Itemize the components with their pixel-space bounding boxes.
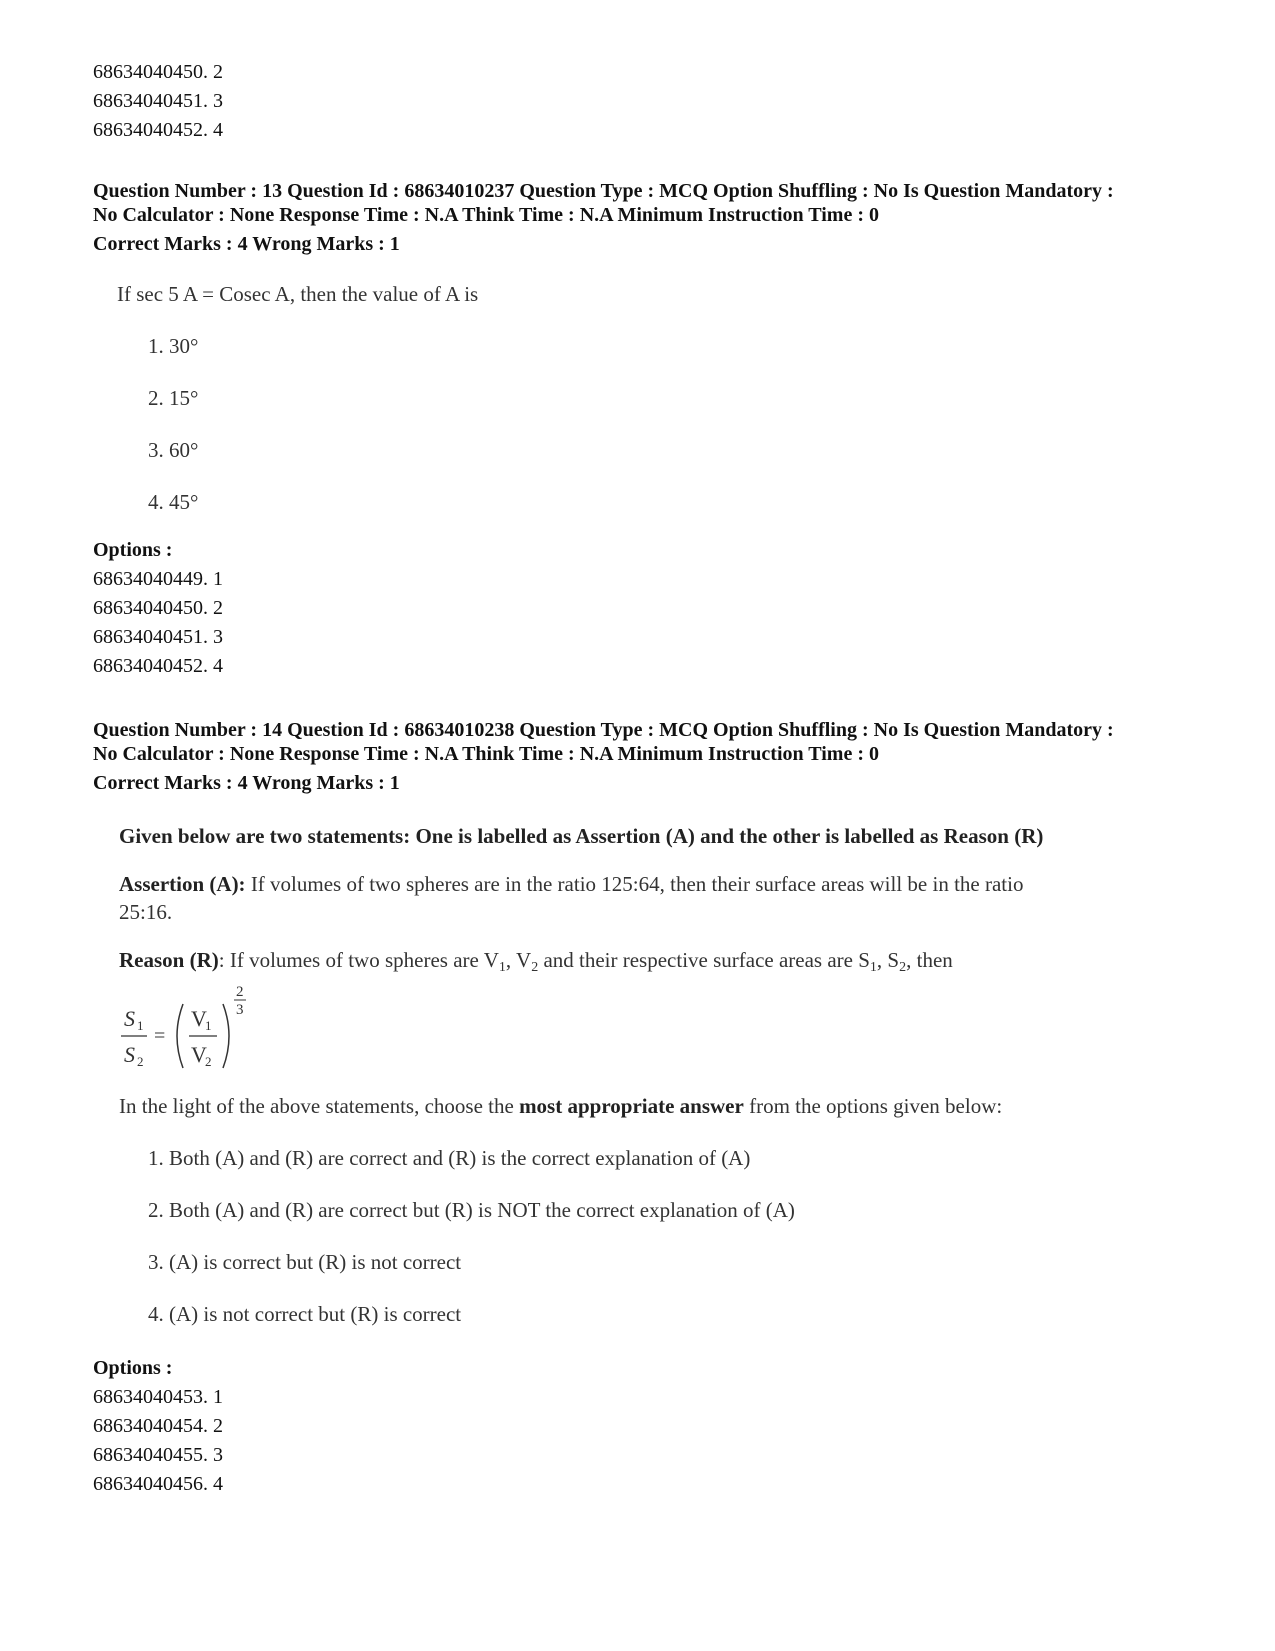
answer-choice: 3. 60°	[148, 438, 199, 462]
option-id-line: 68634040454. 2	[93, 1415, 223, 1437]
instruction-part: In the light of the above statements, choose the	[119, 1094, 520, 1118]
question-text: If sec 5 A = Cosec A, then the value of A is	[117, 282, 479, 306]
reason-text: and their respective surface areas are S	[538, 948, 870, 972]
right-paren	[223, 1004, 229, 1068]
answer-choice: 4. 45°	[148, 490, 199, 514]
reason-text: , V	[505, 948, 532, 972]
reason-text: , then	[906, 948, 953, 972]
question-14	[93, 718, 1203, 1499]
formula-graphic	[119, 982, 279, 1078]
question-13	[93, 179, 1203, 681]
formula-numerator-left: S	[124, 1006, 135, 1031]
option-id-line: 68634040450. 2	[93, 597, 223, 619]
instruction-part: from the options given below:	[743, 1094, 1003, 1118]
options-label: Options :	[93, 539, 173, 561]
assertion-label: Assertion (A):	[119, 872, 246, 896]
previous-options-list	[93, 58, 1203, 145]
question-intro: Given below are two statements: One is labelled as Assertion (A) and the other is labelled as Reason (R)	[119, 824, 1044, 848]
option-id-line: 68634040450. 2	[93, 61, 223, 83]
subscript: 1	[498, 960, 506, 975]
answer-choice: 2. Both (A) and (R) are correct but (R) is NOT the correct explanation of (A)	[148, 1198, 795, 1222]
reason-text: : If volumes of two spheres are V	[218, 948, 499, 972]
question-marks: Correct Marks : 4 Wrong Marks : 1	[93, 233, 400, 255]
option-id-line: 68634040449. 1	[93, 568, 223, 590]
left-paren	[177, 1004, 183, 1068]
reason-statement	[119, 946, 1203, 982]
subscript: 2	[531, 960, 539, 975]
option-id-line: 68634040451. 3	[93, 90, 223, 112]
answer-choice: 3. (A) is correct but (R) is not correct	[148, 1250, 462, 1274]
option-id-line: 68634040452. 4	[93, 655, 223, 677]
question-paper-page	[93, 58, 1203, 1499]
question-header-line-2: No Calculator : None Response Time : N.A Think Time : N.A Minimum Instruction Time : 0	[93, 743, 879, 765]
question-header-line-1: Question Number : 14 Question Id : 68634010238 Question Type : MCQ Option Shuffling : No Is Question Mandatory :	[93, 719, 1114, 741]
instruction-text	[119, 1092, 1203, 1120]
formula-subscript: 2	[137, 1054, 144, 1069]
answer-choices	[93, 1144, 1203, 1328]
exponent-denominator: 3	[236, 1002, 244, 1018]
option-id-line: 68634040452. 4	[93, 119, 223, 141]
formula-denominator-left: S	[124, 1042, 135, 1067]
option-id-line: 68634040456. 4	[93, 1473, 223, 1495]
formula-equals: =	[154, 1025, 166, 1047]
subscript: 2	[899, 960, 907, 975]
question-body	[93, 280, 1203, 516]
formula-denominator-right: V	[191, 1042, 207, 1067]
instruction-emphasis: most appropriate answer	[519, 1094, 744, 1118]
exponent-numerator: 2	[236, 984, 244, 1000]
ratio-formula	[119, 982, 1203, 1078]
option-id-line: 68634040455. 3	[93, 1444, 223, 1466]
reason-text: , S	[876, 948, 900, 972]
answer-choice: 4. (A) is not correct but (R) is correct	[148, 1302, 462, 1326]
formula-subscript: 1	[137, 1018, 144, 1033]
subscript: 1	[869, 960, 877, 975]
option-id-line: 68634040451. 3	[93, 626, 223, 648]
assertion-text-cont: 25:16.	[119, 900, 173, 924]
option-id-line: 68634040453. 1	[93, 1386, 223, 1408]
answer-choice: 1. Both (A) and (R) are correct and (R) is the correct explanation of (A)	[148, 1146, 751, 1170]
question-header-line-1: Question Number : 13 Question Id : 68634010237 Question Type : MCQ Option Shuffling : No Is Question Mandatory :	[93, 180, 1114, 202]
reason-label: Reason (R)	[119, 948, 219, 972]
question-header-line-2: No Calculator : None Response Time : N.A Think Time : N.A Minimum Instruction Time : 0	[93, 204, 879, 226]
formula-subscript: 1	[205, 1018, 212, 1033]
assertion-statement	[119, 870, 1203, 926]
options-label: Options :	[93, 1357, 173, 1379]
answer-choice: 1. 30°	[148, 334, 199, 358]
formula-subscript: 2	[205, 1054, 212, 1069]
question-marks: Correct Marks : 4 Wrong Marks : 1	[93, 772, 400, 794]
assertion-text: If volumes of two spheres are in the ratio 125:64, then their surface areas will be in the ratio	[250, 872, 1024, 896]
formula-numerator-right: V	[191, 1006, 207, 1031]
answer-choice: 2. 15°	[148, 386, 199, 410]
